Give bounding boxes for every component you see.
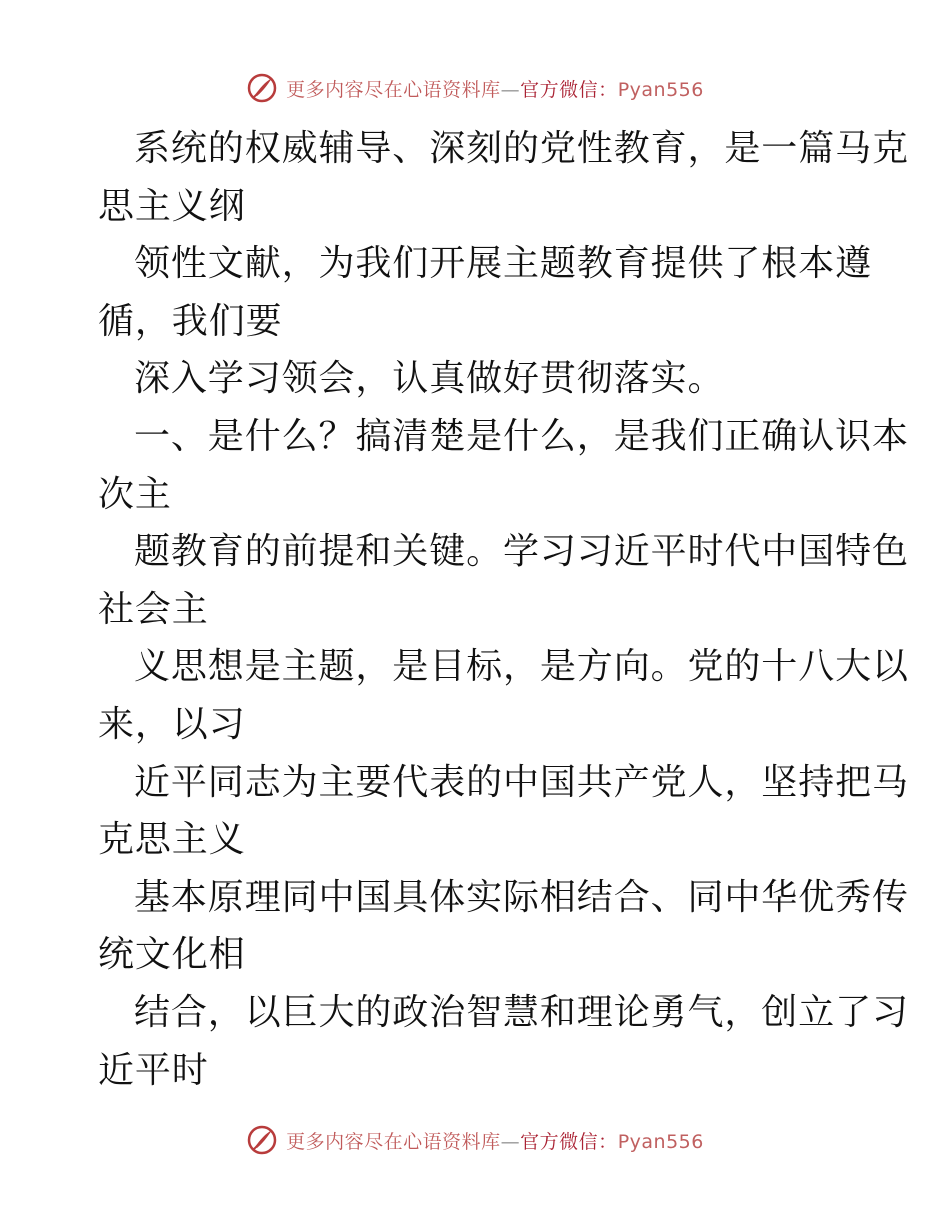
body-line: 结合，以巨大的政治智慧和理论勇气，创立了习 — [134, 991, 909, 1033]
body-line: 题教育的前提和关键。学习习近平时代中国特色 — [134, 531, 909, 573]
body-line: 来，以习 — [98, 703, 246, 745]
body-line: 义思想是主题，是目标，是方向。党的十八大以 — [134, 646, 909, 688]
header-banner — [0, 70, 950, 106]
body-line: 社会主 — [98, 588, 209, 630]
body-line: 深入学习领会，认真做好贯彻落实。 — [134, 358, 725, 400]
header-wechat-id: Pyan556 — [617, 78, 704, 101]
body-line: 领性文献，为我们开展主题教育提供了根本遵 — [134, 243, 873, 285]
body-line: 克思主义 — [98, 819, 246, 861]
footer-banner-text — [286, 1127, 704, 1154]
body-line: 统文化相 — [98, 934, 246, 976]
footer-banner-title: 更多内容尽在心语资料库 — [286, 1130, 501, 1153]
header-banner-dash: — — [500, 78, 521, 101]
body-line: 基本原理同中国具体实际相结合、同中华优秀传 — [134, 876, 909, 918]
header-wechat-label: 官方微信： — [520, 78, 618, 101]
body-line: 一、是什么？搞清楚是什么，是我们正确认识本 — [134, 415, 909, 457]
body-line: 思主义纲 — [98, 185, 246, 227]
feather-pen-logo-icon — [246, 72, 278, 104]
header-banner-title: 更多内容尽在心语资料库 — [286, 78, 501, 101]
body-line: 近平同志为主要代表的中国共产党人，坚持把马 — [134, 761, 909, 803]
body-line: 系统的权威辅导、深刻的党性教育，是一篇马克 — [134, 128, 909, 169]
footer-wechat-id: Pyan556 — [617, 1130, 704, 1153]
header-banner-text — [286, 75, 704, 102]
footer-wechat-label: 官方微信： — [520, 1130, 618, 1153]
body-line: 次主 — [98, 473, 172, 515]
body-line: 循，我们要 — [98, 300, 283, 342]
footer-banner-dash: — — [500, 1130, 521, 1153]
body-line: 近平时 — [98, 1049, 209, 1091]
footer-banner — [0, 1122, 950, 1158]
feather-pen-logo-icon — [246, 1124, 278, 1156]
document-body — [98, 120, 909, 1099]
